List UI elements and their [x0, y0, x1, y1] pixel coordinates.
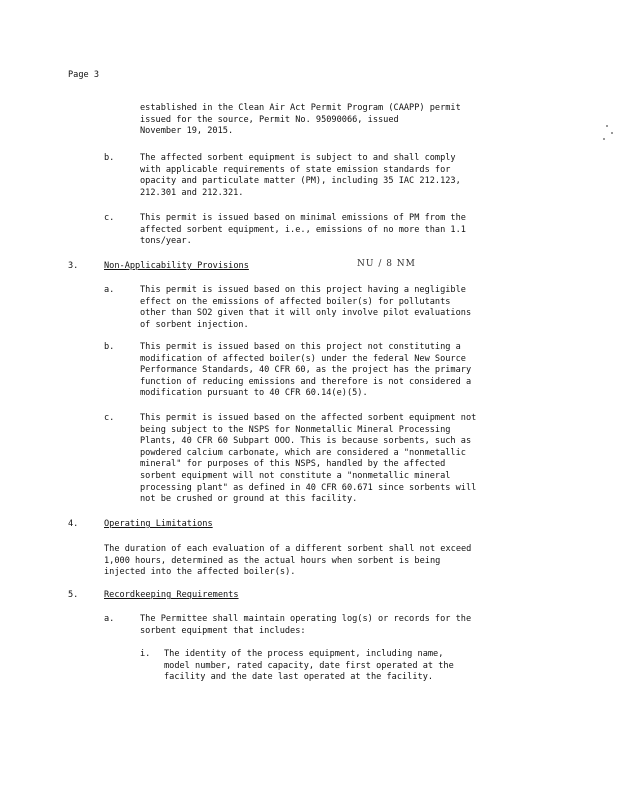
section-5-subitem-label-i: i. [140, 649, 151, 659]
section-5-heading: Recordkeeping Requirements [104, 590, 239, 600]
section-3-item-paragraph-c: This permit is issued based on the affected sorbent equipment not being subject to the NSPS for Nonmetallic Mineral Processing Plants, 40 CFR 60 Subpart OOO. This is because sorbents, such as powdered calcium carbonate, which are considered a "nonmetallic mineral" for purposes of this NSPS, handled by the affected sorbent equipment will not constitute a "nonmetallic mineral processing plant" as defined in 40 CFR 60.671 since sorbents will not be crushed or ground at this facility. [140, 413, 477, 505]
section-3-item-paragraph-a: This permit is issued based on this project having a negligible effect on the emissions of affected boiler(s) for pollutants other than SO2 given that it will only involve pilot evaluations of sorbent injection. [140, 285, 472, 330]
section-4-number: 4. [68, 519, 79, 529]
section-5-subitem-paragraph-i: The identity of the process equipment, including name, model number, rated capacity, date first operated at the facility and the date last operated at the facility. [164, 649, 454, 683]
item-paragraph-b: The affected sorbent equipment is subject to and shall comply with applicable requirements of state emission standards for opacity and particulate matter (PM), including 35 IAC 212.123, 212.301 and 212.321. [140, 153, 461, 198]
scan-speck [603, 138, 605, 140]
section-3-number: 3. [68, 261, 79, 271]
intro-paragraph: established in the Clean Air Act Permit Program (CAAPP) permit issued for the source, Permit No. 95090066, issued November 19, 2015. [140, 103, 461, 137]
section-5-item-label-a: a. [104, 614, 115, 624]
section-3-item-label-a: a. [104, 285, 115, 295]
scan-speck [606, 125, 608, 127]
page-label: Page 3 [68, 70, 100, 80]
item-label-c: c. [104, 213, 115, 223]
section-5-item-paragraph-a: The Permittee shall maintain operating log(s) or records for the sorbent equipment that includes: [140, 614, 472, 636]
section-3-heading: Non-Applicability Provisions [104, 261, 249, 271]
section-4-heading: Operating Limitations [104, 519, 213, 529]
scan-speck [611, 132, 613, 134]
handwritten-stamp: NU / 8 NM [357, 259, 416, 269]
item-paragraph-c: This permit is issued based on minimal emissions of PM from the affected sorbent equipment, i.e., emissions of no more than 1.1 tons/year. [140, 213, 466, 247]
section-3-item-paragraph-b: This permit is issued based on this project not constituting a modification of affected boiler(s) under the federal New Source Performance Standards, 40 CFR 60, as the project has the primary function of reducing emissions and therefore is not considered a modification pursuant to 40 CFR 60.14(e)(5). [140, 342, 472, 399]
section-5-number: 5. [68, 590, 79, 600]
section-3-item-label-b: b. [104, 342, 115, 352]
section-4-paragraph: The duration of each evaluation of a different sorbent shall not exceed 1,000 hours, determined as the actual hours when sorbent is being injected into the affected boiler(s). [104, 544, 472, 578]
item-label-b: b. [104, 153, 115, 163]
section-3-item-label-c: c. [104, 413, 115, 423]
